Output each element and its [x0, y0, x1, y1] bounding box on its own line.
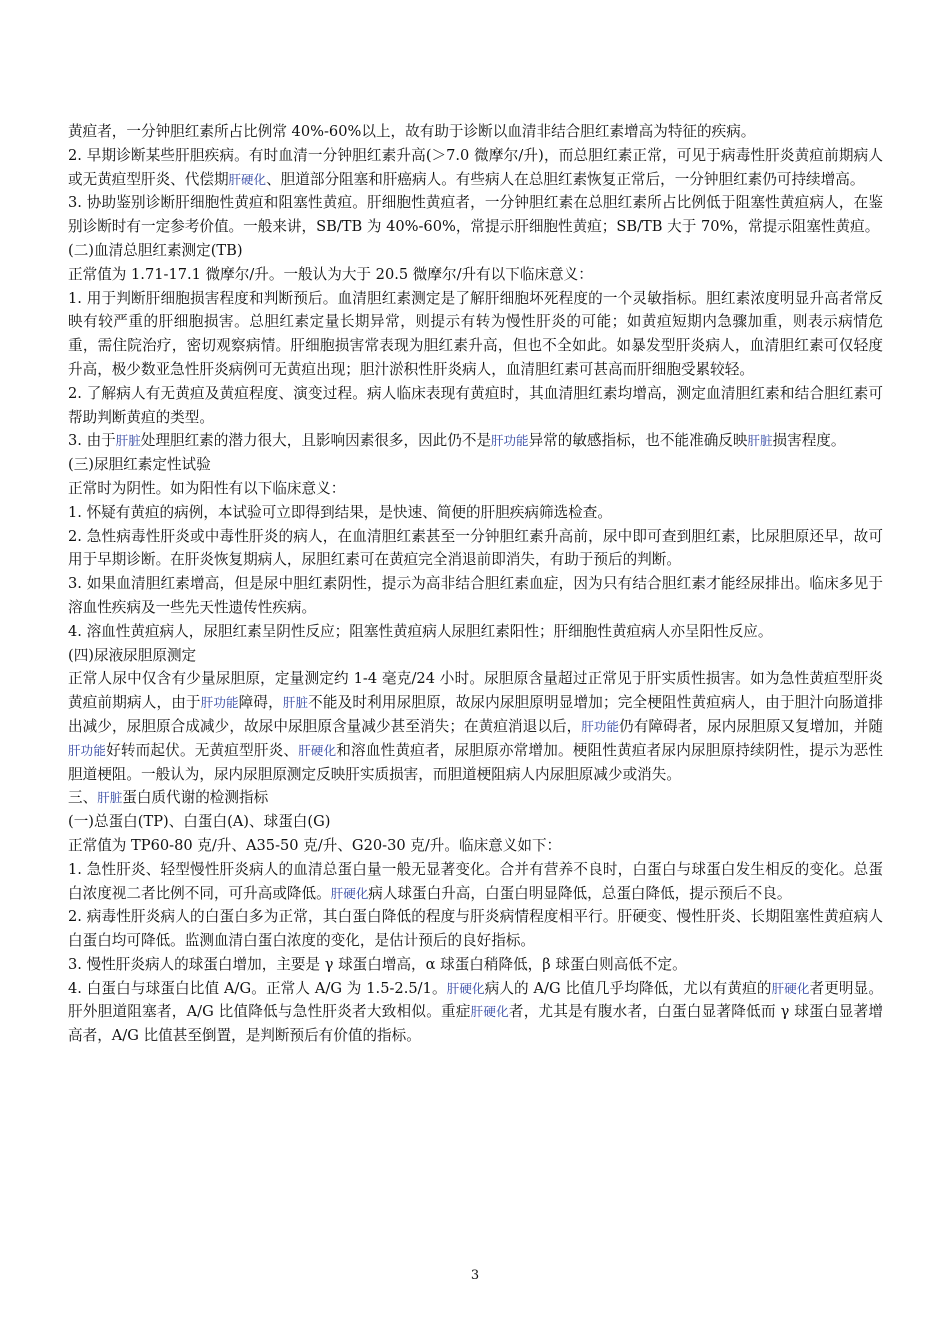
text-run: 和溶血性黄疸者，尿胆原亦常增加。梗阻性黄疸者尿内尿胆原持续阴性，提示为恶性胆道梗阻。一般认为，尿内尿胆原测定反映肝实质损害，而胆道梗阻病人内尿胆原减少或消失。 — [68, 741, 883, 783]
paragraph — [68, 120, 883, 144]
text-run: 病人球蛋白升高，白蛋白明显降低，总蛋白降低，提示预后不良。 — [368, 884, 792, 902]
paragraph — [68, 144, 883, 192]
paragraph — [68, 620, 883, 644]
text-run: 正常值为 1.71-17.1 微摩尔/升。一般认为大于 20.5 微摩尔/升有以下临床意义： — [68, 265, 593, 283]
paragraph — [68, 287, 883, 382]
paragraph — [68, 834, 883, 858]
text-run: 正常值为 TP60-80 克/升、A35-50 克/升、G20-30 克/升。临床意义如下： — [68, 836, 562, 854]
paragraph — [68, 858, 883, 906]
text-run: 正常人尿中仅含有少量尿胆原，定量测定约 1-4 毫克/24 小时。尿胆原含量超过正常见于肝实质性损害。如为急性黄疸型肝炎黄疸前期病人，由于 — [68, 670, 883, 712]
keyword-link[interactable]: 肝脏 — [747, 433, 773, 449]
text-run: (一)总蛋白(TP)、白蛋白(A)、球蛋白(G) — [68, 813, 331, 831]
text-run: 3. 如果血清胆红素增高，但是尿中胆红素阴性，提示为高非结合胆红素血症，因为只有结合胆红素才能经尿排出。临床多见于溶血性疾病及一些先天性遗传性疾病。 — [68, 575, 883, 616]
text-run: 1. 用于判断肝细胞损害程度和判断预后。血清胆红素测定是了解肝细胞坏死程度的一个灵敏指标。胆红素浓度明显升高者常反映有较严重的肝细胞损害。总胆红素定量长期异常，则提示有转为慢性肝炎的可能；如黄疸短期内急骤加重，则表示病情危重，需住院治疗，密切观察病情。肝细胞损害常表现为胆红素升高，但也不全如此。如暴发型肝炎病人，血清胆红素可仅轻度升高，极少数亚急性肝炎病例可无黄疸出现；胆汁淤积性肝炎病人，血清胆红素可甚高而肝细胞受累较轻。 — [68, 289, 883, 378]
text-run: 障碍， — [238, 694, 283, 712]
keyword-link[interactable]: 肝硬化 — [470, 1004, 509, 1020]
paragraph — [68, 382, 883, 430]
keyword-link[interactable]: 肝功能 — [68, 742, 107, 758]
paragraph — [68, 477, 883, 501]
text-run: 者更明显。肝外胆道阻塞者，A/G 比值降低与急性肝炎者大致相似。重症 — [68, 979, 883, 1021]
paragraph — [68, 810, 883, 834]
text-run: 病人的 A/G 比值几乎均降低，尤以有黄疸的 — [484, 979, 772, 997]
text-run: 1. 怀疑有黄疸的病例，本试验可立即得到结果，是快速、简便的肝胆疾病筛选检查。 — [68, 503, 612, 521]
paragraph — [68, 501, 883, 525]
document-body — [68, 120, 883, 1048]
paragraph — [68, 953, 883, 977]
keyword-link[interactable]: 肝硬化 — [228, 171, 267, 187]
keyword-link[interactable]: 肝硬化 — [298, 742, 337, 758]
text-run: 三、 — [68, 789, 98, 807]
paragraph — [68, 667, 883, 786]
paragraph — [68, 905, 883, 953]
text-run: 2. 了解病人有无黄疸及黄疸程度、演变过程。病人临床表现有黄疸时，其血清胆红素均增高，测定血清胆红素和结合胆红素可帮助判断黄疸的类型。 — [68, 384, 883, 426]
text-run: 黄疸者，一分钟胆红素所占比例常 40%-60%以上，故有助于诊断以血清非结合胆红素增高为特征的疾病。 — [68, 123, 756, 140]
text-run: 3. 协助鉴别诊断肝细胞性黄疸和阻塞性黄疸。肝细胞性黄疸者，一分钟胆红素在总胆红素所占比例低于阻塞性黄疸病人，在鉴别诊断时有一定参考价值。一般来讲，SB/TB 为 40%-60%，常提示肝细胞性黄疸；SB/TB 大于 70%，常提示阻塞性黄疸。 — [68, 194, 883, 236]
paragraph — [68, 977, 883, 1048]
keyword-link[interactable]: 肝脏 — [282, 695, 309, 711]
text-run: 2. 病毒性肝炎病人的白蛋白多为正常，其白蛋白降低的程度与肝炎病情程度相平行。肝硬变、慢性肝炎、长期阻塞性黄疸病人白蛋白均可降低。监测血清白蛋白浓度的变化，是估计预后的良好指标。 — [68, 908, 883, 950]
text-run: 处理胆红素的潜力很大，且影响因素很多，因此仍不是 — [140, 432, 492, 450]
keyword-link[interactable]: 肝功能 — [581, 718, 620, 734]
text-run: 仍有障碍者，尿内尿胆原又复增加，并随 — [619, 717, 883, 735]
text-run: (二)血清总胆红素测定(TB) — [68, 241, 243, 259]
paragraph — [68, 525, 883, 573]
paragraph — [68, 572, 883, 620]
keyword-link[interactable]: 肝功能 — [491, 433, 529, 449]
keyword-link[interactable]: 肝脏 — [97, 790, 123, 806]
paragraph — [68, 453, 883, 477]
text-run: 3. 慢性肝炎病人的球蛋白增加，主要是 γ 球蛋白增高，α 球蛋白稍降低，β 球蛋白则高低不定。 — [68, 955, 687, 973]
paragraph — [68, 786, 883, 810]
text-run: 不能及时利用尿胆原，故尿内尿胆原明显增加；完全梗阻性黄疸病人，由于胆汁向肠道排出减少，尿胆原合成减少，故尿中尿胆原含量减少甚至消失；在黄疸消退以后， — [68, 694, 883, 735]
text-run: 3. 由于 — [68, 432, 116, 450]
keyword-link[interactable]: 肝硬化 — [771, 980, 810, 996]
text-run: 4. 白蛋白与球蛋白比值 A/G。正常人 A/G 为 1.5-2.5/1。 — [68, 979, 447, 997]
text-run: 好转而起伏。无黄疸型肝炎、 — [106, 741, 299, 759]
paragraph — [68, 263, 883, 287]
text-run: 2. 早期诊断某些肝胆疾病。有时血清一分钟胆红素升高(＞7.0 微摩尔/升)，而总胆红素正常，可见于病毒性肝炎黄疸前期病人或无黄疸型肝炎、代偿期 — [68, 146, 883, 188]
text-run: 蛋白质代谢的检测指标 — [122, 789, 269, 807]
text-run: 者，尤其是有腹水者，白蛋白显著降低而 γ 球蛋白显著增高者，A/G 比值甚至倒置，是判断预后有价值的指标。 — [68, 1003, 883, 1045]
text-run: 正常时为阴性。如为阳性有以下临床意义： — [68, 479, 346, 497]
text-run: 、胆道部分阻塞和肝癌病人。有些病人在总胆红素恢复正常后，一分钟胆红素仍可持续增高。 — [266, 170, 865, 188]
paragraph — [68, 429, 883, 453]
paragraph — [68, 644, 883, 668]
text-run: 1. 急性肝炎、轻型慢性肝炎病人的血清总蛋白量一般无显著变化。合并有营养不良时，白蛋白与球蛋白发生相反的变化。总蛋白浓度视二者比例不同，可升高或降低。 — [68, 860, 883, 902]
text-run: 4. 溶血性黄疸病人，尿胆红素呈阴性反应；阻塞性黄疸病人尿胆红素阳性；肝细胞性黄疸病人亦呈阳性反应。 — [68, 622, 773, 640]
keyword-link[interactable]: 肝硬化 — [330, 885, 369, 901]
paragraph — [68, 239, 883, 263]
text-run: 2. 急性病毒性肝炎或中毒性肝炎的病人，在血清胆红素甚至一分钟胆红素升高前，尿中即可查到胆红素，比尿胆原还早，故可用于早期诊断。在肝炎恢复期病人，尿胆红素可在黄疸完全消退前即消失，有助于预后的判断。 — [68, 527, 883, 569]
keyword-link[interactable]: 肝脏 — [115, 433, 141, 449]
text-run: (三)尿胆红素定性试验 — [68, 456, 211, 474]
text-run: (四)尿液尿胆原测定 — [68, 646, 197, 664]
paragraph — [68, 191, 883, 239]
keyword-link[interactable]: 肝功能 — [200, 695, 239, 711]
keyword-link[interactable]: 肝硬化 — [446, 980, 485, 996]
text-run: 损害程度。 — [772, 432, 846, 450]
page-number: 3 — [470, 1268, 480, 1283]
text-run: 异常的敏感指标，也不能准确反映 — [528, 432, 748, 450]
